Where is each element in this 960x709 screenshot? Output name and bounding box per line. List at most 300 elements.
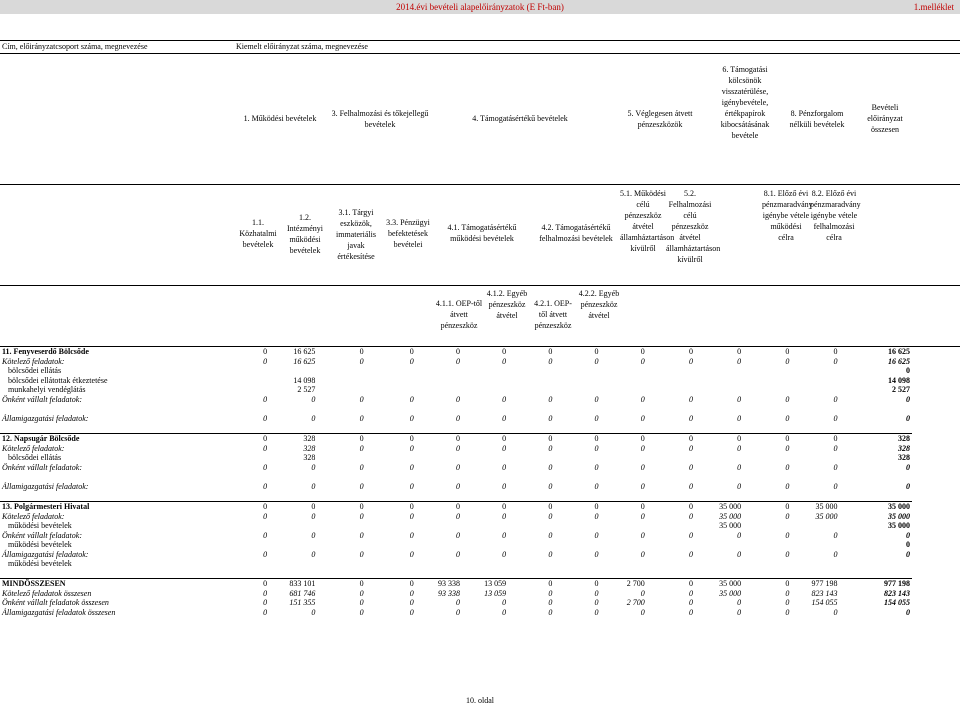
row-cell: 0 [594, 588, 599, 598]
row-cell: 0 [688, 608, 693, 618]
row-cell: 151 355 [289, 598, 316, 608]
hdr-4-2: 4.2. Támogatásértékű felhalmozási bevételek [539, 223, 613, 243]
row-label: bölcsődei ellátás [8, 453, 62, 463]
row-cell [601, 540, 647, 550]
row-label: MINDÖSSZESEN [0, 579, 237, 589]
row-cell [237, 453, 269, 463]
row-cell: 0 [455, 356, 460, 366]
row-cell [317, 472, 365, 482]
row-cell: 0 [409, 395, 414, 404]
row-cell [647, 366, 695, 376]
row-cell: 0 [785, 414, 790, 424]
row-cell: 0 [508, 501, 554, 511]
row-cell: 0 [359, 481, 364, 491]
row-cell: 0 [455, 443, 460, 453]
row-cell [462, 385, 508, 395]
row-cell: 0 [548, 511, 553, 521]
row-cell [601, 385, 647, 395]
row-cell [317, 385, 365, 395]
hdr-8-1: 8.1. Előző évi pénzmaradvány igénybe vétele működési célra [762, 189, 813, 242]
hdr-noncash: 8. Pénzforgalom nélküli bevételek [789, 109, 845, 129]
row-cell: 2 700 [601, 579, 647, 589]
row-cell: 0 [594, 511, 599, 521]
row-cell: 0 [594, 608, 599, 618]
row-cell [462, 423, 508, 433]
table-row [0, 463, 912, 473]
row-total: 35 000 [840, 501, 912, 511]
row-cell: 0 [359, 530, 364, 540]
row-cell [366, 569, 416, 579]
row-cell: 0 [640, 414, 645, 424]
row-cell: 0 [548, 530, 553, 540]
row-total: 0 [906, 462, 910, 472]
row-cell: 0 [359, 598, 364, 608]
row-total: 0 [906, 530, 910, 540]
row-cell [269, 521, 317, 531]
row-cell: 0 [640, 588, 645, 598]
row-cell [695, 366, 743, 376]
row-cell [554, 366, 600, 376]
row-cell [416, 404, 462, 414]
row-label: Önként vállalt feladatok: [2, 462, 82, 472]
row-cell: 0 [833, 414, 838, 424]
row-cell [791, 366, 839, 376]
hdr-1-2: 1.2. Intézményi működési bevételek [287, 213, 323, 255]
table-row [0, 521, 912, 531]
row-cell: 0 [554, 433, 600, 443]
row-cell: 0 [785, 347, 790, 357]
table-row [0, 491, 912, 501]
row-label: Államigazgatási feladatok összesen [2, 608, 116, 618]
row-cell: 823 143 [811, 588, 838, 598]
row-total: 0 [906, 481, 910, 491]
hdr-5-2: 5.2. Felhalmozási célú pénzeszköz átvétel államháztartáson kívülről [666, 189, 721, 264]
table-row [0, 501, 912, 511]
row-cell [791, 569, 839, 579]
row-cell [647, 540, 695, 550]
row-cell [237, 569, 269, 579]
row-cell [317, 404, 365, 414]
row-cell: 35 000 [719, 588, 742, 598]
row-cell: 0 [502, 414, 507, 424]
row-cell: 0 [455, 481, 460, 491]
hdr-4-2-2: 4.2.2. Egyéb pénzeszköz átvétel [578, 289, 620, 320]
row-cell [647, 376, 695, 386]
row-total: 35 000 [888, 511, 910, 521]
row-cell: 0 [409, 511, 414, 521]
row-cell: 0 [263, 443, 268, 453]
row-cell: 0 [548, 608, 553, 618]
hdr-4-1-2: 4.1.2. Egyéb pénzeszköz átvétel [486, 289, 528, 320]
row-label: Kötelező feladatok összesen [2, 588, 92, 598]
row-cell: 35 000 [815, 511, 838, 521]
table-row [0, 589, 912, 599]
hdr-3-3: 3.3. Pénzügyi befektetések bevételei [386, 218, 430, 249]
row-cell: 0 [502, 462, 507, 472]
row-cell: 0 [359, 395, 364, 404]
row-cell [366, 366, 416, 376]
row-cell: 0 [366, 501, 416, 511]
row-label [0, 491, 237, 501]
row-cell [416, 559, 462, 569]
row-cell: 0 [688, 395, 693, 404]
row-label: 13. Polgármesteri Hivatal [0, 501, 237, 511]
row-cell: 13 059 [462, 579, 508, 589]
row-cell [647, 472, 695, 482]
row-cell: 0 [311, 608, 316, 618]
row-cell [743, 404, 791, 414]
row-cell [317, 540, 365, 550]
table-row [0, 559, 912, 569]
row-label: 11. Fenyveserdő Bölcsőde [2, 347, 89, 357]
row-cell: 0 [737, 462, 742, 472]
row-label: Kötelező feladatok: [2, 443, 65, 453]
row-cell: 0 [359, 588, 364, 598]
row-cell: 0 [737, 347, 742, 357]
row-cell [791, 404, 839, 414]
page-title: 2014.évi bevételi alapelőirányzatok (E Ft-ban) [396, 2, 564, 12]
row-cell: 0 [737, 414, 742, 424]
row-cell: 0 [640, 511, 645, 521]
row-cell: 0 [263, 462, 268, 472]
row-cell [508, 472, 554, 482]
row-cell: 0 [594, 549, 599, 559]
table-row [0, 530, 912, 540]
row-cell: 0 [640, 395, 645, 404]
row-cell: 0 [688, 598, 693, 608]
hdr-4-1-1: 4.1.1. OEP-től átvett pénzeszköz [435, 299, 483, 330]
row-cell: 0 [462, 501, 508, 511]
row-cell: 0 [409, 598, 414, 608]
table-row [0, 404, 912, 414]
row-cell [366, 472, 416, 482]
row-cell: 0 [502, 511, 507, 521]
row-cell: 0 [409, 356, 414, 366]
row-cell: 0 [263, 588, 268, 598]
row-cell: 0 [833, 462, 838, 472]
row-cell [508, 540, 554, 550]
row-cell [237, 404, 269, 414]
row-cell [647, 404, 695, 414]
row-cell [462, 453, 508, 463]
row-cell [508, 491, 554, 501]
row-label: Önként vállalt feladatok összesen [2, 598, 109, 608]
row-cell: 0 [409, 549, 414, 559]
row-cell [601, 521, 647, 531]
hdr-loans: 6. Támogatási kölcsönök visszatérülése, igénybevétele, értékpapírok kibocsátásának bevétele [720, 65, 770, 140]
row-label [0, 569, 237, 579]
row-cell: 0 [548, 395, 553, 404]
row-cell: 0 [455, 608, 460, 618]
row-cell [601, 569, 647, 579]
row-cell: 0 [317, 501, 365, 511]
row-cell: 0 [359, 347, 364, 357]
row-cell: 0 [462, 433, 508, 443]
row-cell: 0 [601, 433, 647, 443]
row-cell: 0 [640, 462, 645, 472]
table-row [0, 511, 912, 521]
row-cell: 0 [311, 462, 316, 472]
row-cell: 0 [594, 414, 599, 424]
row-cell [554, 385, 600, 395]
row-cell: 0 [640, 530, 645, 540]
row-cell: 0 [455, 511, 460, 521]
row-cell [416, 376, 462, 386]
row-cell: 0 [594, 395, 599, 404]
row-cell [366, 404, 416, 414]
row-cell: 0 [833, 481, 838, 491]
row-cell [743, 376, 791, 386]
table-row [0, 376, 912, 386]
row-cell [416, 366, 462, 376]
hdr-total: Bevételi előirányzat összesen [867, 103, 903, 134]
row-cell: 0 [833, 530, 838, 540]
row-cell [554, 540, 600, 550]
row-cell [791, 491, 839, 501]
row-cell [317, 423, 365, 433]
row-cell [601, 453, 647, 463]
row-cell [695, 376, 743, 386]
row-cell [647, 491, 695, 501]
row-cell [416, 385, 462, 395]
table-row [0, 472, 912, 482]
row-cell: 0 [833, 608, 838, 618]
row-cell [791, 521, 839, 531]
row-cell [647, 385, 695, 395]
row-cell [462, 472, 508, 482]
row-cell [695, 559, 743, 569]
row-cell [269, 540, 317, 550]
row-label: bölcsődei ellátottak étkeztetése [8, 375, 108, 385]
hdr-4-1: 4.1. Támogatásértékű működési bevételek [447, 223, 517, 243]
row-cell: 0 [737, 530, 742, 540]
row-cell: 35 000 [719, 511, 742, 521]
row-cell: 0 [785, 598, 790, 608]
table-row [0, 395, 912, 405]
row-cell [601, 472, 647, 482]
row-cell: 0 [409, 347, 414, 357]
row-cell [317, 366, 365, 376]
row-cell: 0 [317, 579, 365, 589]
table-row [0, 414, 912, 424]
row-cell: 0 [263, 347, 268, 357]
row-cell [462, 569, 508, 579]
row-cell: 0 [263, 598, 268, 608]
row-label [0, 472, 237, 482]
row-label [0, 423, 237, 433]
row-cell [416, 540, 462, 550]
row-cell [601, 376, 647, 386]
row-cell: 0 [640, 481, 645, 491]
row-cell [647, 453, 695, 463]
row-cell: 0 [688, 588, 693, 598]
rule [0, 285, 960, 286]
row-cell: 16 625 [293, 347, 316, 357]
row-cell: 0 [455, 347, 460, 357]
row-total: 0 [906, 549, 910, 559]
table-row [0, 482, 912, 492]
row-cell [366, 559, 416, 569]
row-label: működési bevételek [8, 540, 72, 550]
row-cell: 2 700 [626, 598, 645, 608]
row-cell [416, 423, 462, 433]
row-total: 14 098 [888, 375, 910, 385]
row-cell: 328 [303, 443, 316, 453]
row-label: Államigazgatási feladatok: [2, 481, 89, 491]
row-cell: 0 [601, 501, 647, 511]
row-cell: 0 [688, 443, 693, 453]
row-cell [366, 453, 416, 463]
row-cell: 0 [785, 395, 790, 404]
row-cell [237, 366, 269, 376]
row-cell: 0 [359, 511, 364, 521]
row-cell: 0 [688, 356, 693, 366]
row-cell: 0 [317, 433, 365, 443]
row-cell: 0 [594, 481, 599, 491]
row-cell [508, 423, 554, 433]
row-total: 328 [840, 433, 912, 443]
row-cell: 0 [409, 414, 414, 424]
row-cell [743, 569, 791, 579]
row-cell: 0 [548, 414, 553, 424]
table-row [0, 579, 912, 589]
row-cell: 0 [743, 501, 791, 511]
row-cell [237, 521, 269, 531]
row-cell [508, 385, 554, 395]
row-total: 16 625 [888, 347, 910, 357]
row-cell: 0 [311, 395, 316, 404]
row-cell [743, 540, 791, 550]
row-cell: 14 098 [293, 375, 316, 385]
row-cell [269, 404, 317, 414]
row-cell [237, 376, 269, 386]
row-cell: 0 [548, 588, 553, 598]
row-cell [601, 423, 647, 433]
col-header-a: Cím, előirányzatcsoport száma, megnevezése [2, 42, 148, 51]
row-cell [554, 472, 600, 482]
row-cell: 0 [359, 462, 364, 472]
row-cell [317, 521, 365, 531]
row-total: 154 055 [884, 598, 910, 608]
row-label: Államigazgatási feladatok: [2, 414, 89, 424]
table-row [0, 443, 912, 453]
row-cell: 0 [502, 347, 507, 357]
row-cell: 0 [409, 530, 414, 540]
row-cell: 0 [263, 356, 268, 366]
row-cell: 0 [554, 501, 600, 511]
row-cell: 0 [455, 395, 460, 404]
row-cell: 0 [263, 530, 268, 540]
row-cell [237, 491, 269, 501]
row-cell: 0 [455, 598, 460, 608]
hdr-5-1: 5.1. Működési célú pénzeszköz átvétel államháztartáson kívülről [620, 189, 675, 253]
row-cell [601, 491, 647, 501]
row-label [0, 404, 237, 414]
row-label: munkahelyi vendéglátás [8, 385, 86, 395]
row-cell [416, 521, 462, 531]
row-cell: 0 [833, 395, 838, 404]
row-cell: 0 [311, 511, 316, 521]
row-cell [791, 540, 839, 550]
row-cell [791, 472, 839, 482]
row-cell: 328 [269, 433, 317, 443]
table-row [0, 608, 912, 618]
row-cell: 0 [508, 579, 554, 589]
row-cell: 0 [833, 549, 838, 559]
row-cell [743, 559, 791, 569]
row-cell [647, 559, 695, 569]
row-total [840, 472, 912, 482]
row-cell: 0 [237, 433, 269, 443]
row-cell [508, 521, 554, 531]
row-total [840, 423, 912, 433]
row-cell [554, 569, 600, 579]
row-label: Kötelező feladatok: [2, 511, 65, 521]
row-cell: 0 [455, 462, 460, 472]
row-cell [554, 559, 600, 569]
row-total: 977 198 [840, 579, 912, 589]
row-cell: 0 [263, 395, 268, 404]
row-cell: 0 [785, 511, 790, 521]
hdr-working-revenue: 1. Működési bevételek [243, 114, 317, 123]
row-cell: 0 [737, 395, 742, 404]
row-cell: 0 [502, 443, 507, 453]
row-cell [462, 540, 508, 550]
rule [0, 40, 960, 41]
row-cell: 0 [311, 414, 316, 424]
row-cell: 0 [409, 443, 414, 453]
row-label: működési bevételek [8, 559, 72, 569]
row-total: 0 [906, 414, 910, 424]
table-row [0, 423, 912, 433]
row-cell: 0 [416, 433, 462, 443]
row-cell [695, 404, 743, 414]
row-label: Önként vállalt feladatok: [2, 530, 82, 540]
row-cell [743, 366, 791, 376]
hdr-4-2-1: 4.2.1. OEP-től átvett pénzeszköz [534, 299, 572, 330]
row-cell: 0 [548, 462, 553, 472]
row-cell: 0 [695, 433, 743, 443]
row-cell [237, 423, 269, 433]
hdr-1-1: 1.1. Közhatalmi bevételek [239, 218, 277, 249]
row-cell [269, 559, 317, 569]
row-cell: 0 [548, 347, 553, 357]
row-cell: 0 [502, 608, 507, 618]
row-cell: 0 [785, 530, 790, 540]
row-cell: 0 [502, 598, 507, 608]
table-row [0, 453, 912, 463]
row-cell [269, 366, 317, 376]
row-cell [508, 559, 554, 569]
row-cell [317, 569, 365, 579]
row-total [840, 404, 912, 414]
row-cell [743, 472, 791, 482]
row-cell: 0 [263, 549, 268, 559]
row-cell: 0 [785, 588, 790, 598]
row-cell: 0 [640, 608, 645, 618]
table-row [0, 357, 912, 367]
row-total: 0 [906, 366, 910, 376]
row-cell [508, 569, 554, 579]
row-cell [317, 376, 365, 386]
row-label: Önként vállalt feladatok: [2, 395, 82, 404]
row-cell [462, 521, 508, 531]
row-total: 2 527 [892, 385, 910, 395]
row-cell [791, 559, 839, 569]
row-cell [695, 491, 743, 501]
row-cell: 0 [311, 481, 316, 491]
row-cell [647, 423, 695, 433]
